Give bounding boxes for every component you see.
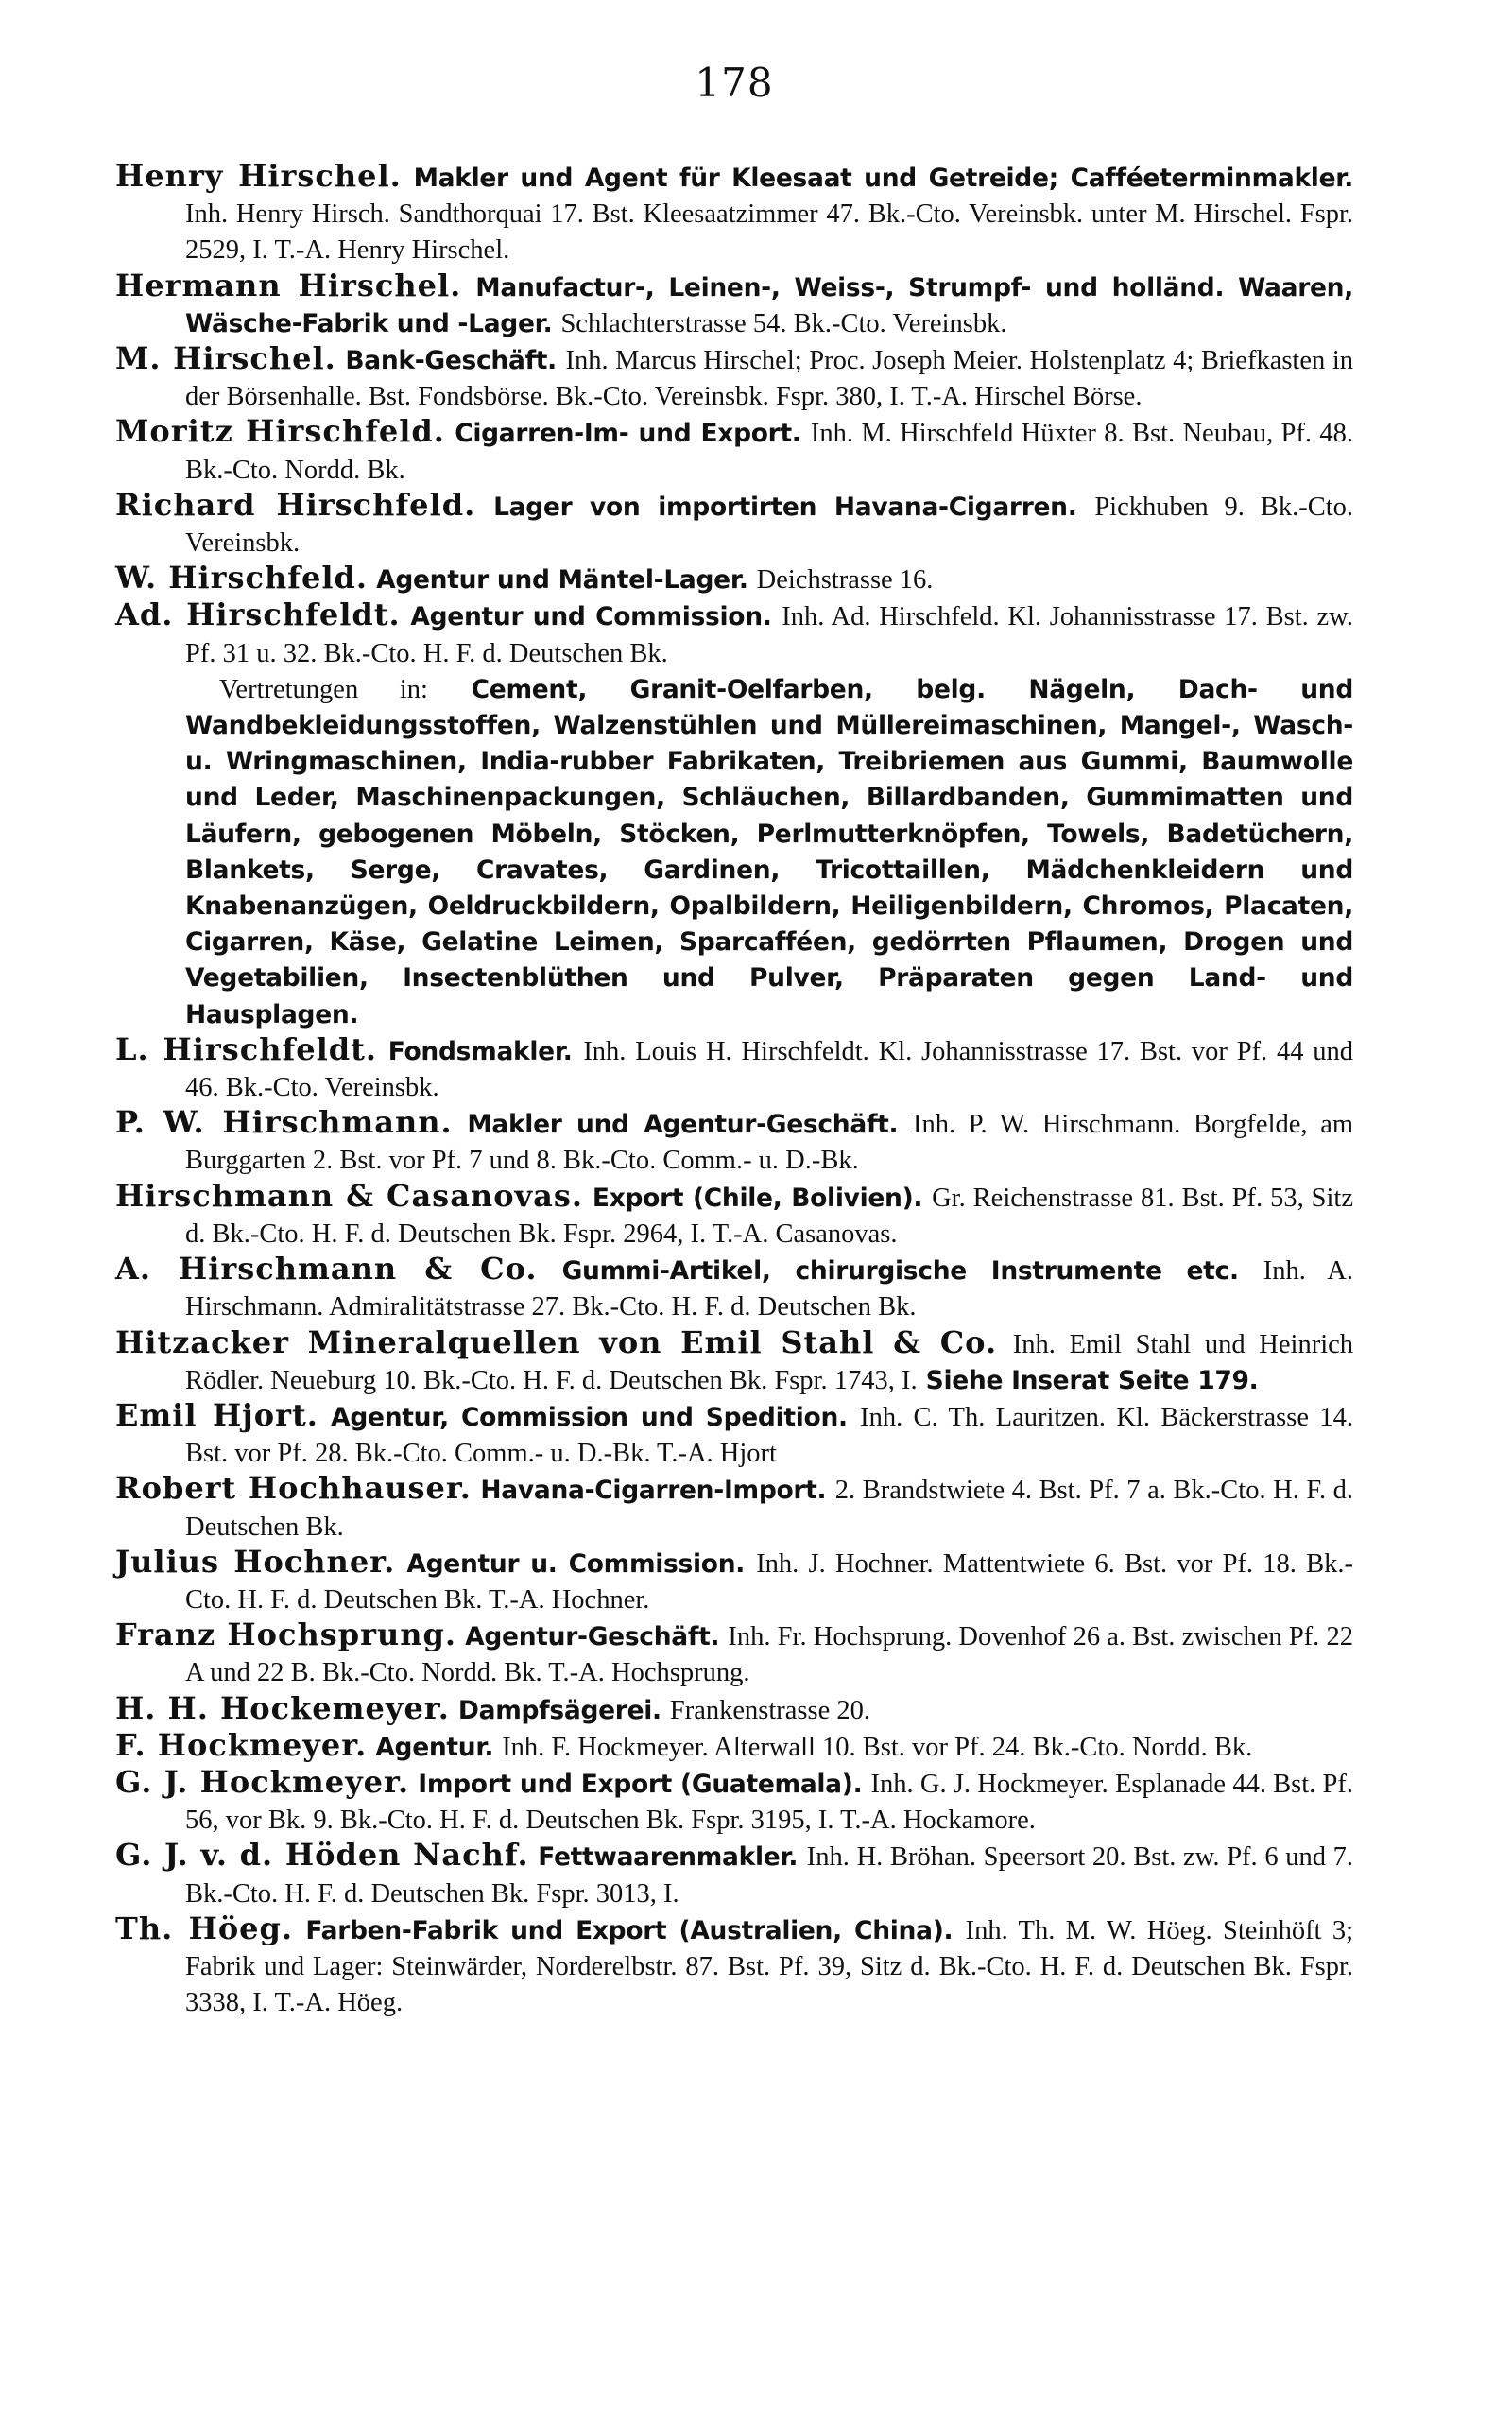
- entry-name: Hirschmann & Casanovas.: [115, 1177, 584, 1214]
- entry-description: Import und Export (Guatemala).: [418, 1769, 863, 1799]
- directory-entry: [115, 561, 1353, 597]
- entry-description: Agentur u. Commission.: [406, 1548, 746, 1579]
- entry-description: Dampfsägerei.: [457, 1695, 662, 1725]
- entry-description: Gummi-Artikel, chirurgische Instrumente etc.: [561, 1256, 1239, 1287]
- directory-entry: [115, 1838, 1353, 1910]
- entry-name: Moritz Hirschfeld.: [115, 413, 445, 450]
- entry-name: Ad. Hirschfeldt.: [115, 596, 401, 633]
- entry-name: P. W. Hirschmann.: [115, 1104, 453, 1141]
- entry-description: Bank-Geschäft.: [345, 346, 557, 376]
- entry-name: G. J. Hockmeyer.: [115, 1763, 410, 1800]
- vertretungen-items: Cement, Granit-Oelfarben, belg. Nägeln, Dach- und Wandbekleidungsstoffen, Walzenstühlen und Müllereimaschinen, Mangel-, Wasch- u. Wringmaschinen, India-rubber Fabrikaten, Treibriemen aus Gummi, Baumwolle und Leder, Maschinenpackungen, Schläuchen, Billardbanden, Gummimatten und Läufern, gebogenen Möbeln, Stöcken, Perlmutterknöpfen, Towels, Badetüchern, Blankets, Serge, Cravates, Gardinen, Tricottaillen, Mädchenkleidern und Knabenanzügen, Oeldruckbildern, Opalbildern, Heiligenbildern, Chromos, Placaten, Cigarren, Käse, Gelatine Leimen, Sparcafféen, gedörrten Pflaumen, Drogen und Vegetabilien, Insectenblüthen und Pulver, Präparaten gegen Land- und Hausplagen.: [185, 674, 1354, 1029]
- entry-description: Farben-Fabrik und Export (Australien, China).: [305, 1915, 954, 1945]
- entry-details: Frankenstrasse 20.: [669, 1695, 870, 1725]
- entry-details: Inh. G. J. Hockmeyer. Esplanade 44. Bst. Pf. 56, vor Bk. 9. Bk.-Cto. H. F. d. Deutschen Bk. Fspr. 3195, I. T.-A. Hockamore.: [185, 1769, 1354, 1836]
- entry-description: Agentur und Mäntel-Lager.: [376, 565, 748, 596]
- entry-name: A. Hirschmann & Co.: [115, 1251, 538, 1288]
- entry-name: L. Hirschfeldt.: [115, 1030, 378, 1067]
- entries-block-1: [115, 159, 1353, 671]
- entry-details: Inh. Louis H. Hirschfeldt. Kl. Johannisstrasse 17. Bst. vor Pf. 44 und 46. Bk.-Cto. Vereinsbk.: [185, 1036, 1354, 1103]
- entry-details: Inh. A. Hirschmann. Admiralitätstrasse 27. Bk.-Cto. H. F. d. Deutschen Bk.: [185, 1256, 1354, 1322]
- directory-entry: [115, 159, 1353, 268]
- entry-details: Inh. Fr. Hochsprung. Dovenhof 26 a. Bst. zwischen Pf. 22 A und 22 B. Bk.-Cto. Nordd. Bk. T.-A. Hochsprung.: [185, 1622, 1353, 1688]
- directory-entry: [115, 1179, 1353, 1252]
- entry-details: Pickhuben 9. Bk.-Cto. Vereinsbk.: [185, 492, 1354, 559]
- entry-name: Th. Höeg.: [115, 1910, 294, 1946]
- entry-details: Inh. P. W. Hirschmann. Borgfelde, am Burggarten 2. Bst. vor Pf. 7 und 8. Bk.-Cto. Comm.- u. D.-Bk.: [185, 1110, 1354, 1176]
- directory-entry: [115, 1691, 1353, 1728]
- entry-details: Gr. Reichenstrasse 81. Bst. Pf. 53, Sitz d. Bk.-Cto. H. F. d. Deutschen Bk. Fspr. 2964, I. T.-A. Casanovas.: [185, 1183, 1353, 1249]
- entry-name: Franz Hochsprung.: [115, 1616, 457, 1653]
- entry-details: Inh. Emil Stahl und Heinrich Rödler. Neueburg 10. Bk.-Cto. H. F. d. Deutschen Bk. Fspr. 1743, I.: [185, 1329, 1354, 1395]
- entry-name: Richard Hirschfeld.: [115, 486, 476, 523]
- entry-details: Inh. Marcus Hirschel; Proc. Joseph Meier. Holstenplatz 4; Briefkasten in der Börsenhalle. Bst. Fondsbörse. Bk.-Cto. Vereinsbk. Fspr. 380, I. T.-A. Hirschel Börse.: [185, 346, 1353, 412]
- entry-description: Manufactur-, Leinen-, Weiss-, Strumpf- und holländ. Waaren, Wäsche-Fabrik und -Lager.: [185, 272, 1353, 338]
- entry-details: Inh. H. Bröhan. Speersort 20. Bst. zw. Pf. 6 und 7. Bk.-Cto. H. F. d. Deutschen Bk. Fspr. 3013, I.: [185, 1842, 1354, 1909]
- entry-details: Inh. Th. M. W. Höeg. Steinhöft 3; Fabrik und Lager: Steinwärder, Norderelbstr. 87. Bst. Pf. 39, Sitz d. Bk.-Cto. H. F. d. Deutschen Bk. Fspr. 3338, I. T.-A. Höeg.: [185, 1915, 1354, 2018]
- directory-entry: [115, 414, 1353, 487]
- entry-details: Inh. M. Hirschfeld Hüxter 8. Bst. Neubau, Pf. 48. Bk.-Cto. Nordd. Bk.: [185, 419, 1353, 485]
- entry-description: Fondsmakler.: [387, 1036, 573, 1066]
- entry-description: Cigarren-Im- und Export.: [455, 419, 801, 449]
- entry-inserat-note: Siehe Inserat Seite 179.: [925, 1365, 1259, 1395]
- vertretungen-lead: Vertretungen in:: [219, 674, 428, 704]
- entries-block-2: [115, 1032, 1353, 2020]
- entry-name: H. H. Hockemeyer.: [115, 1689, 450, 1726]
- entry-details: Inh. J. Hochner. Mattentwiete 6. Bst. vor Pf. 18. Bk.-Cto. H. F. d. Deutschen Bk. T.-A. Hochner.: [185, 1548, 1353, 1615]
- entry-details: Inh. F. Hockmeyer. Alterwall 10. Bst. vor Pf. 24. Bk.-Cto. Nordd. Bk.: [502, 1732, 1253, 1762]
- entry-details: Schlachterstrasse 54. Bk.-Cto. Vereinsbk.: [560, 308, 1007, 338]
- directory-entry: [115, 268, 1353, 341]
- directory-entry: [115, 1471, 1353, 1544]
- directory-entry: [115, 1398, 1353, 1471]
- entry-details: 2. Brandstwiete 4. Bst. Pf. 7 a. Bk.-Cto. H. F. d. Deutschen Bk.: [185, 1476, 1354, 1542]
- vertretungen-paragraph: [115, 671, 1353, 1032]
- entry-name: Emil Hjort.: [115, 1396, 318, 1433]
- directory-entry: [115, 341, 1353, 414]
- entry-name: F. Hockmeyer.: [115, 1726, 368, 1763]
- entry-name: Robert Hochhauser.: [115, 1470, 472, 1507]
- entry-name: Henry Hirschel.: [115, 158, 402, 194]
- directory-entry: [115, 488, 1353, 561]
- directory-entry: [115, 1765, 1353, 1838]
- entry-description: Agentur und Commission.: [410, 602, 772, 632]
- directory-entry: [115, 597, 1353, 670]
- entry-description: Makler und Agent für Kleesaat und Getreide; Cafféeterminmakler.: [413, 164, 1354, 193]
- entry-details: Inh. Henry Hirsch. Sandthorquai 17. Bst. Kleesaatzimmer 47. Bk.-Cto. Vereinsbk. unter M. Hirschel. Fspr. 2529, I. T.-A. Henry Hirschel.: [185, 199, 1353, 266]
- entry-details: Deichstrasse 16.: [756, 565, 934, 596]
- entry-name: Hitzacker Mineralquellen von Emil Stahl & Co.: [115, 1323, 998, 1360]
- entry-name: Julius Hochner.: [115, 1543, 396, 1580]
- directory-entry: [115, 1105, 1353, 1178]
- entry-description: Agentur, Commission und Spedition.: [331, 1402, 848, 1432]
- directory-entry: [115, 1325, 1353, 1398]
- entry-name: M. Hirschel.: [115, 340, 336, 377]
- directory-entry: [115, 1728, 1353, 1765]
- directory-entry: [115, 1617, 1353, 1690]
- directory-entry: [115, 1545, 1353, 1617]
- entry-details: Inh. C. Th. Lauritzen. Kl. Bäckerstrasse 14. Bst. vor Pf. 28. Bk.-Cto. Comm.- u. D.-Bk. T.-A. Hjort: [185, 1402, 1353, 1469]
- directory-entry: [115, 1911, 1353, 2021]
- entry-name: G. J. v. d. Höden Nachf.: [115, 1837, 529, 1874]
- page-number: 178: [695, 60, 774, 106]
- entry-details: Inh. Ad. Hirschfeld. Kl. Johannisstrasse 17. Bst. zw. Pf. 31 u. 32. Bk.-Cto. H. F. d. Deutschen Bk.: [185, 602, 1354, 668]
- directory-entry: [115, 1252, 1353, 1324]
- entry-description: Agentur.: [375, 1732, 494, 1762]
- entry-description: Export (Chile, Bolivien).: [592, 1183, 923, 1213]
- entry-description: Agentur-Geschäft.: [465, 1622, 720, 1652]
- entry-name: Hermann Hirschel.: [115, 267, 462, 303]
- entry-description: Makler und Agentur-Geschäft.: [467, 1110, 899, 1140]
- entry-description: Fettwaarenmakler.: [538, 1842, 799, 1873]
- entry-name: W. Hirschfeld.: [115, 560, 369, 596]
- directory-entry: [115, 1032, 1353, 1105]
- entry-description: Lager von importirten Havana-Cigarren.: [493, 492, 1077, 522]
- entry-description: Havana-Cigarren-Import.: [480, 1476, 827, 1506]
